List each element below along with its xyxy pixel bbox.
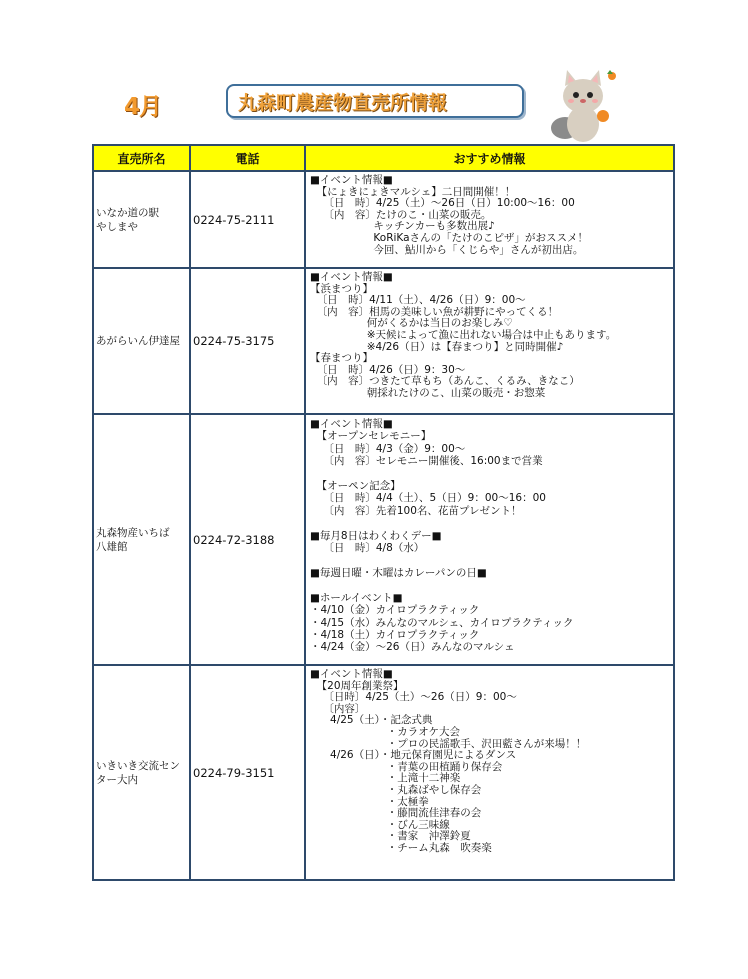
store-name-line: 八雄館 bbox=[96, 540, 128, 553]
info-line: ・カラオケ大会 bbox=[310, 725, 461, 738]
info-line bbox=[310, 554, 673, 566]
table-row bbox=[93, 414, 674, 665]
info-line: 〔内 容〕たけのこ・山菜の販売。 bbox=[310, 208, 492, 221]
info-line: ・書家 沖澤鈴夏 bbox=[310, 830, 471, 843]
info-line: 〔日 時〕4/26（日）9：30～ bbox=[310, 363, 466, 376]
info-line: ■毎週日曜・木曜はカレーパンの日■ bbox=[310, 566, 487, 579]
store-name-line: 丸森物産いちば bbox=[96, 526, 170, 539]
info-line: 【20周年創業祭】 bbox=[310, 679, 404, 692]
store-name-line: ター大内 bbox=[96, 773, 138, 786]
info-line: ・4/18（土）カイロプラクティック bbox=[310, 628, 480, 641]
info-line: 〔内 容〕つきたて草もち（あんこ、くるみ、きなこ） bbox=[310, 375, 580, 388]
info-line: 【にょきにょきマルシェ】二日間開催！！ bbox=[310, 185, 516, 198]
info-line: 【浜まつり】 bbox=[310, 282, 373, 295]
info-line: ■イベント情報■ bbox=[310, 271, 393, 283]
info-line: ・チーム丸森 吹奏楽 bbox=[310, 841, 492, 854]
info-line: 今回、鮎川から「くじらや」さんが初出店。 bbox=[310, 243, 584, 256]
info-cell bbox=[305, 414, 674, 665]
page-title-box bbox=[226, 84, 524, 118]
info-line: ・丸森ばやし保存会 bbox=[310, 783, 482, 796]
info-line: 〔内容〕 bbox=[310, 702, 366, 715]
store-name-cell bbox=[93, 665, 190, 880]
info-line: ・4/24（金）～26（日）みんなのマルシェ bbox=[310, 641, 515, 654]
info-line: ・びん三味線 bbox=[310, 818, 450, 831]
table-row bbox=[93, 665, 674, 880]
info-line: 何がくるかは当日のお楽しみ♡ bbox=[310, 317, 513, 330]
info-line: キッチンカーも多数出展♪ bbox=[310, 220, 495, 233]
info-line: 4/25（土）・記念式典 bbox=[310, 714, 433, 727]
store-name-cell bbox=[93, 268, 190, 414]
store-table bbox=[92, 144, 675, 881]
table-header-row bbox=[93, 145, 674, 171]
month-label: 4月 bbox=[124, 94, 162, 120]
column-header-store: 直売所名 bbox=[93, 145, 190, 171]
info-line: 4/26（日）・地元保育園児によるダンス bbox=[310, 749, 517, 762]
phone-cell: 0224-79-3151 bbox=[190, 665, 305, 880]
store-name-line: いきいき交流セン bbox=[96, 759, 180, 772]
info-line: 朝採れたけのこ、山菜の販売・お惣菜 bbox=[310, 386, 546, 399]
info-line: 〔日 時〕4/11（土）、4/26（日）9：00～ bbox=[310, 294, 526, 307]
info-line: ※4/26（日）は【春まつり】と同時開催♪ bbox=[310, 340, 564, 353]
info-line: 〔日 時〕4/3（金）9：00～ bbox=[310, 442, 466, 455]
info-cell bbox=[305, 171, 674, 268]
info-line: 〔内 容〕セレモニー開催後、16:00まで営業 bbox=[310, 455, 543, 468]
store-name-cell bbox=[93, 171, 190, 268]
info-line bbox=[310, 579, 673, 591]
info-line: ・青葉の田植踊り保存会 bbox=[310, 760, 503, 773]
info-line: ・4/10（金）カイロプラクティック bbox=[310, 604, 480, 617]
store-name-line: やしまや bbox=[96, 220, 138, 233]
page-title: 丸森町農産物直売所情報 bbox=[238, 91, 448, 114]
info-line: ・上滝十二神楽 bbox=[310, 772, 461, 785]
phone-cell: 0224-75-3175 bbox=[190, 268, 305, 414]
cat-mascot-icon bbox=[543, 66, 625, 148]
phone-cell: 0224-72-3188 bbox=[190, 414, 305, 665]
info-line: ・藤間流佳津春の会 bbox=[310, 807, 482, 820]
info-line: 【オーペン記念】 bbox=[310, 480, 401, 493]
column-header-info: おすすめ情報 bbox=[305, 145, 674, 171]
info-line: KoRiKaさんの「たけのこピザ」がおススメ！ bbox=[310, 231, 589, 244]
info-line: 〔日時〕4/25（土）～26（日）9：00～ bbox=[310, 691, 517, 704]
info-line: ・プロの民謡歌手、沢田藍さんが来場！！ bbox=[310, 737, 587, 750]
info-line: ■ホールイベント■ bbox=[310, 591, 403, 604]
info-line: 【春まつり】 bbox=[310, 352, 373, 365]
info-line bbox=[310, 517, 673, 529]
info-line: 〔日 時〕4/4（土）、5（日）9：00～16：00 bbox=[310, 492, 546, 505]
store-name-line: いなか道の駅 bbox=[96, 206, 159, 219]
info-line: 【オープンセレモニー】 bbox=[310, 430, 432, 443]
info-line: 〔日 時〕4/25（土）～26日（日）10:00～16：00 bbox=[310, 197, 575, 210]
info-line: ・4/15（水）みんなのマルシェ、カイロプラクティック bbox=[310, 616, 574, 629]
table-row bbox=[93, 171, 674, 268]
info-line: ■イベント情報■ bbox=[310, 668, 393, 680]
phone-cell: 0224-75-2111 bbox=[190, 171, 305, 268]
info-line bbox=[310, 468, 673, 480]
info-line: ■イベント情報■ bbox=[310, 418, 393, 430]
info-line: ※天候によって漁に出れない場合は中止もあります。 bbox=[310, 328, 617, 341]
info-cell bbox=[305, 268, 674, 414]
store-name-line: あがらいん伊達屋 bbox=[96, 335, 180, 347]
store-name-cell bbox=[93, 414, 190, 665]
info-line: 〔内 容〕先着100名、花苗プレゼント！ bbox=[310, 504, 522, 517]
info-cell bbox=[305, 665, 674, 880]
info-line: 〔日 時〕4/8（水） bbox=[310, 542, 425, 555]
info-line: ・太極拳 bbox=[310, 795, 429, 808]
info-line: ■イベント情報■ bbox=[310, 174, 393, 186]
column-header-phone: 電話 bbox=[190, 145, 305, 171]
table-row bbox=[93, 268, 674, 414]
info-line: 〔内 容〕相馬の美味しい魚が耕野にやってくる！ bbox=[310, 305, 559, 318]
info-line: ■毎月8日はわくわくデー■ bbox=[310, 529, 442, 542]
